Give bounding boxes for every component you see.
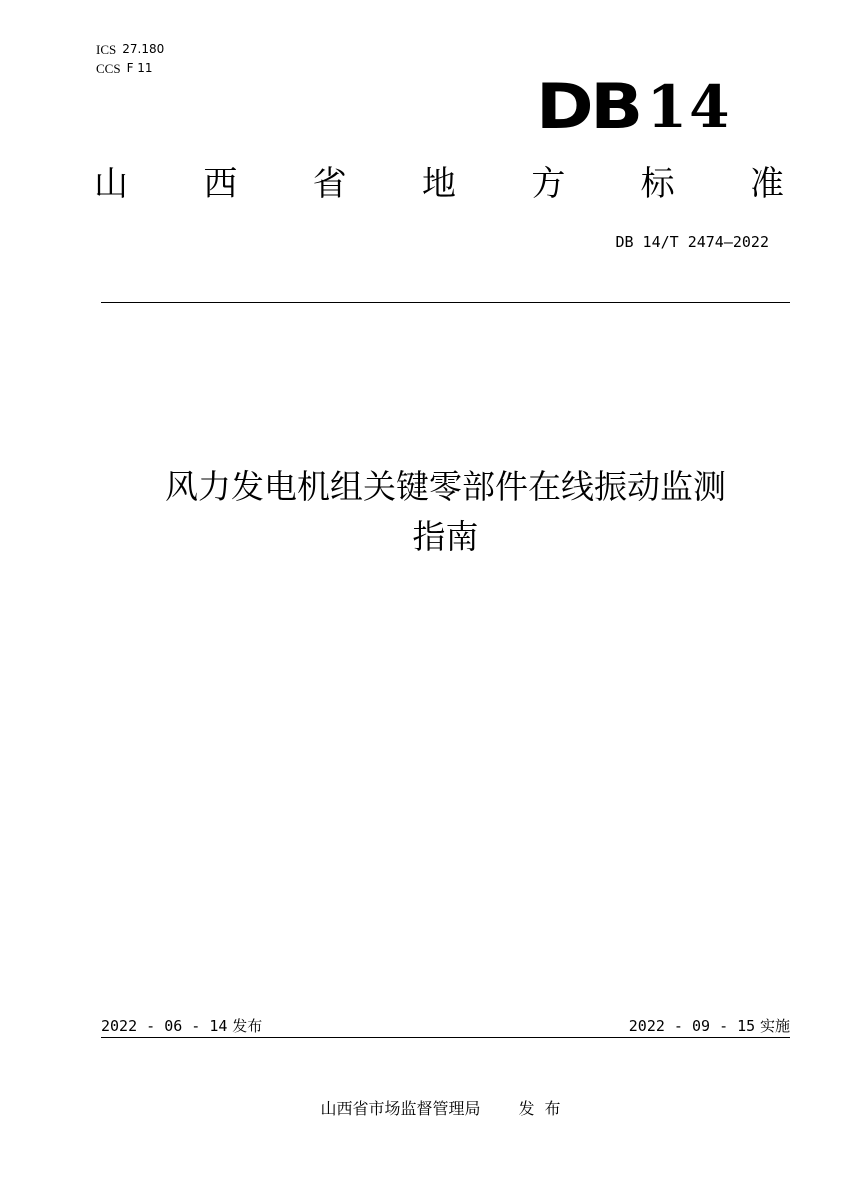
standard-number: DB 14/T 2474—2022 <box>615 233 769 251</box>
ics-row <box>96 40 164 59</box>
document-title-line-2: 指南 <box>412 517 479 556</box>
standard-type-char: 地 <box>421 164 456 204</box>
issue-date: 2022 - 06 - 14 <box>101 1017 228 1035</box>
implement-date: 2022 - 09 - 15 <box>628 1017 756 1035</box>
standard-mark-number: 14 <box>646 73 732 141</box>
footer-divider <box>101 1037 790 1038</box>
ccs-code: F 11 <box>126 61 153 75</box>
ccs-row <box>96 59 164 78</box>
document-title-line-1: 风力发电机组关键零部件在线振动监测 <box>165 467 726 506</box>
implement-date-block <box>629 1016 790 1036</box>
ccs-label: CCS <box>96 61 121 76</box>
standard-mark-letters: DB <box>536 70 640 143</box>
issue-label: 发布 <box>232 1017 263 1035</box>
standard-type-char: 山 <box>94 164 128 204</box>
publisher-name: 山西省市场监督管理局 <box>320 1099 481 1118</box>
date-row <box>101 1016 790 1036</box>
classification-codes <box>96 40 164 78</box>
standard-type-char: 西 <box>203 164 238 204</box>
ics-code: 27.180 <box>122 42 165 56</box>
publisher-action: 发布 <box>518 1099 571 1118</box>
publisher-line <box>101 1098 790 1120</box>
standard-type-heading <box>94 160 784 208</box>
implement-label: 实施 <box>759 1017 790 1035</box>
standard-type-char: 省 <box>312 164 347 204</box>
standard-type-char: 准 <box>749 164 784 204</box>
standard-type-char: 方 <box>531 164 566 204</box>
standard-mark <box>536 70 732 143</box>
issue-date-block <box>101 1016 262 1036</box>
standard-type-char: 标 <box>640 164 675 204</box>
header-divider <box>101 302 790 303</box>
document-title <box>101 462 790 562</box>
ics-label: ICS <box>96 42 117 57</box>
